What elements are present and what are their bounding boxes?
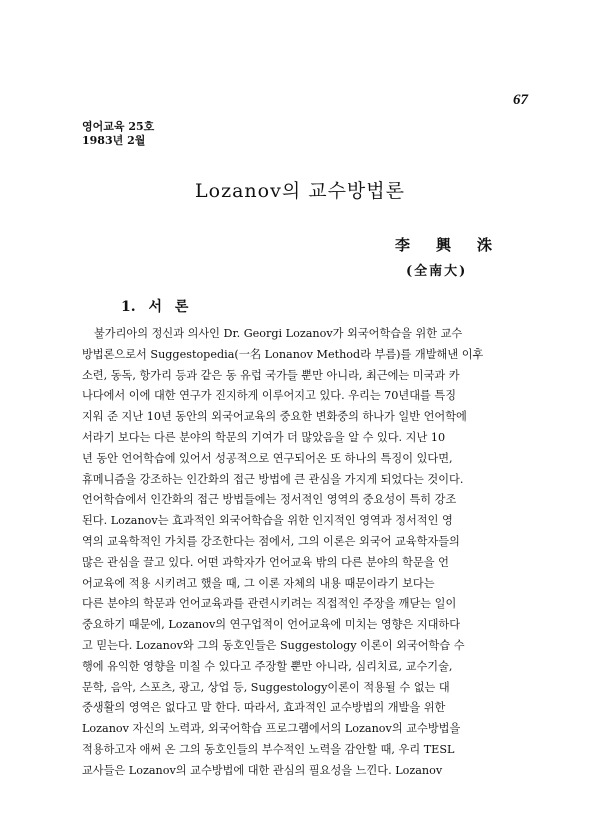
journal-issue-info	[82, 120, 154, 148]
body-line: 서라기 보다는 다른 분야의 학문의 기여가 더 많았음을 알 수 있다. 지난 10	[82, 430, 446, 444]
body-line: 중생활의 영역은 없다고 말 한다. 따라서, 효과적인 교수방법의 개발을 위한	[82, 701, 446, 715]
article-title: Lozanov의 교수방법론	[195, 180, 405, 202]
body-line: 다른 분야의 학문과 언어교육과를 관련시키려는 직접적인 주장을 깨닫는 일이	[82, 597, 457, 611]
body-line: 행에 유익한 영향을 미칠 수 있다고 주장할 뿐만 아니라, 심리치료, 교수기술,	[82, 659, 453, 673]
body-line: 고 믿는다. Lozanov와 그의 동호인들은 Suggestology 이론이 외국어학습 수	[82, 638, 465, 652]
author-name: 李興洙	[395, 236, 519, 254]
author-affiliation: (全南大)	[406, 264, 468, 279]
journal-date: 1983년 2월	[82, 134, 146, 147]
body-line: 중요하기 때문에, Lozanov의 연구업적이 언어교육에 미치는 영향은 지대하다	[82, 618, 461, 632]
body-line: Lozanov 자신의 노력과, 외국어학습 프로그램에서의 Lozanov의 교수방법을	[82, 722, 461, 736]
body-line: 휴메니즘을 강조하는 인간화의 접근 방법에 큰 관심을 가지게 되었다는 것이다.	[82, 472, 464, 486]
body-line: 지워 준 지난 10년 동안의 외국어교육의 중요한 변화중의 하나가 일반 언어학에	[82, 410, 467, 424]
section-heading: 1. 서 론	[121, 299, 189, 315]
body-line: 방법론으로서 Suggestopedia(一名 Lonanov Method라 부름)를 개발해낸 이후	[82, 347, 484, 361]
journal-issue: 영어교육 25호	[82, 120, 155, 133]
body-line: 문학, 음악, 스포츠, 광고, 상업 등, Suggestology이론이 적용될 수 없는 대	[82, 680, 450, 694]
body-line: 언어학습에서 인간화의 접근 방법들에는 정서적인 영역의 중요성이 특히 강조	[82, 493, 457, 507]
body-line: 년 동안 언어학습에 있어서 성공적으로 연구되어온 또 하나의 특징이 있다면,	[82, 451, 453, 465]
body-line: 된다. Lozanov는 효과적인 외국어학습을 위한 인지적인 영역과 정서적인 영	[82, 514, 453, 528]
body-text	[82, 324, 528, 782]
body-line: 많은 관심을 끌고 있다. 어떤 과학자가 언어교육 밖의 다른 분야의 학문을 언	[82, 555, 449, 569]
body-line: 적용하고자 애써 온 그의 동호인들의 부수적인 노력을 감안할 때, 우리 TESL	[82, 742, 455, 756]
body-line: 불가리아의 정신과 의사인 Dr. Georgi Lozanov가 외국어학습을 위한 교수	[94, 327, 463, 340]
page-number: 67	[513, 92, 528, 108]
body-line: 나다에서 이에 대한 연구가 진지하게 이루어지고 있다. 우리는 70년대를 특징	[82, 389, 457, 403]
body-line: 어교육에 적용 시키려고 했을 때, 그 이론 자체의 내용 때문이라기 보다는	[82, 576, 435, 590]
body-line: 교사들은 Lozanov의 교수방법에 대한 관심의 필요성을 느낀다. Lozanov	[82, 763, 443, 777]
body-line: 소련, 동독, 항가리 등과 같은 동 유럽 국가들 뿐만 아니라, 최근에는 미국과 카	[82, 368, 460, 382]
body-line: 역의 교육학적인 가치를 강조한다는 점에서, 그의 이론은 외국어 교육학자들의	[82, 534, 460, 548]
